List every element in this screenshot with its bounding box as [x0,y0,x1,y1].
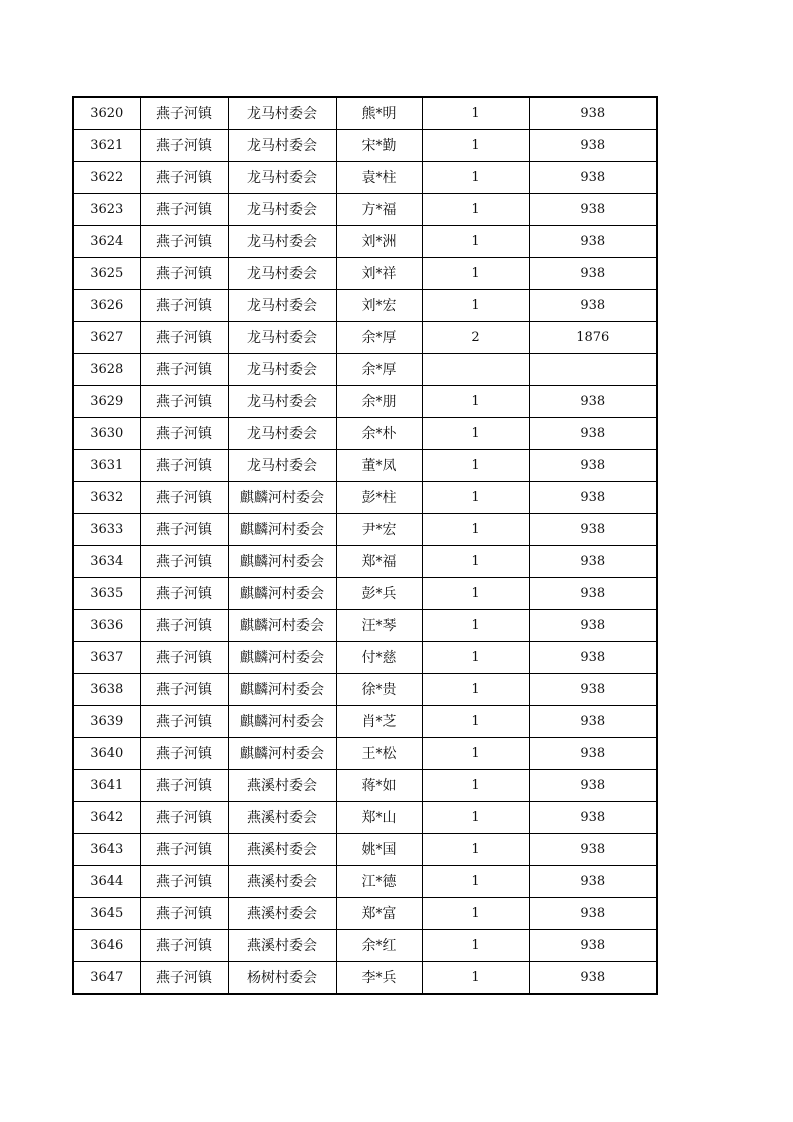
table-row [73,258,657,290]
row-id-cell: 3622 [73,162,140,194]
town-cell: 燕子河镇 [140,354,228,386]
town-cell: 燕子河镇 [140,130,228,162]
village-cell: 麒麟河村委会 [228,482,336,514]
town-cell: 燕子河镇 [140,674,228,706]
town-cell: 燕子河镇 [140,738,228,770]
name-cell: 郑*山 [336,802,422,834]
town-cell: 燕子河镇 [140,610,228,642]
town-cell: 燕子河镇 [140,97,228,130]
row-id-cell: 3625 [73,258,140,290]
name-cell: 刘*祥 [336,258,422,290]
village-cell: 燕溪村委会 [228,898,336,930]
amount-cell: 938 [529,578,657,610]
count-cell: 1 [422,578,529,610]
table-row [73,450,657,482]
amount-cell: 938 [529,610,657,642]
town-cell: 燕子河镇 [140,546,228,578]
town-cell: 燕子河镇 [140,226,228,258]
count-cell: 1 [422,962,529,995]
amount-cell: 938 [529,482,657,514]
town-cell: 燕子河镇 [140,450,228,482]
count-cell: 1 [422,930,529,962]
table-row [73,898,657,930]
name-cell: 徐*贵 [336,674,422,706]
row-id-cell: 3626 [73,290,140,322]
count-cell: 1 [422,418,529,450]
row-id-cell: 3632 [73,482,140,514]
village-cell: 燕溪村委会 [228,930,336,962]
name-cell: 姚*国 [336,834,422,866]
beneficiary-table [72,96,658,995]
amount-cell: 938 [529,226,657,258]
row-id-cell: 3637 [73,642,140,674]
amount-cell: 938 [529,258,657,290]
village-cell: 龙马村委会 [228,97,336,130]
amount-cell: 938 [529,674,657,706]
count-cell: 1 [422,866,529,898]
row-id-cell: 3635 [73,578,140,610]
village-cell: 龙马村委会 [228,418,336,450]
table-row [73,194,657,226]
table-row [73,322,657,354]
amount-cell: 938 [529,290,657,322]
town-cell: 燕子河镇 [140,194,228,226]
amount-cell: 938 [529,194,657,226]
count-cell: 1 [422,546,529,578]
count-cell: 1 [422,514,529,546]
village-cell: 燕溪村委会 [228,834,336,866]
amount-cell: 938 [529,930,657,962]
amount-cell: 938 [529,706,657,738]
amount-cell: 938 [529,834,657,866]
row-id-cell: 3628 [73,354,140,386]
name-cell: 方*福 [336,194,422,226]
row-id-cell: 3645 [73,898,140,930]
table-row [73,418,657,450]
table-row [73,930,657,962]
name-cell: 余*朴 [336,418,422,450]
village-cell: 麒麟河村委会 [228,642,336,674]
table-row [73,546,657,578]
amount-cell: 938 [529,130,657,162]
count-cell: 1 [422,386,529,418]
village-cell: 杨树村委会 [228,962,336,995]
name-cell: 尹*宏 [336,514,422,546]
town-cell: 燕子河镇 [140,322,228,354]
town-cell: 燕子河镇 [140,386,228,418]
town-cell: 燕子河镇 [140,514,228,546]
amount-cell: 1876 [529,322,657,354]
amount-cell: 938 [529,418,657,450]
village-cell: 龙马村委会 [228,226,336,258]
amount-cell: 938 [529,386,657,418]
name-cell: 袁*柱 [336,162,422,194]
count-cell: 1 [422,194,529,226]
village-cell: 麒麟河村委会 [228,578,336,610]
count-cell: 1 [422,450,529,482]
amount-cell: 938 [529,514,657,546]
table-row [73,674,657,706]
town-cell: 燕子河镇 [140,418,228,450]
table-row [73,514,657,546]
village-cell: 燕溪村委会 [228,866,336,898]
count-cell: 1 [422,674,529,706]
amount-cell: 938 [529,450,657,482]
village-cell: 龙马村委会 [228,194,336,226]
village-cell: 燕溪村委会 [228,802,336,834]
name-cell: 蒋*如 [336,770,422,802]
table-row [73,578,657,610]
name-cell: 彭*兵 [336,578,422,610]
count-cell: 1 [422,706,529,738]
row-id-cell: 3634 [73,546,140,578]
town-cell: 燕子河镇 [140,290,228,322]
name-cell: 董*凤 [336,450,422,482]
name-cell: 李*兵 [336,962,422,995]
row-id-cell: 3642 [73,802,140,834]
count-cell: 2 [422,322,529,354]
table-body [73,97,657,994]
name-cell: 肖*芝 [336,706,422,738]
name-cell: 江*德 [336,866,422,898]
row-id-cell: 3646 [73,930,140,962]
count-cell [422,354,529,386]
village-cell: 麒麟河村委会 [228,514,336,546]
amount-cell: 938 [529,546,657,578]
amount-cell: 938 [529,162,657,194]
amount-cell: 938 [529,642,657,674]
count-cell: 1 [422,97,529,130]
row-id-cell: 3644 [73,866,140,898]
amount-cell: 938 [529,738,657,770]
name-cell: 王*松 [336,738,422,770]
village-cell: 龙马村委会 [228,258,336,290]
row-id-cell: 3629 [73,386,140,418]
name-cell: 余*朋 [336,386,422,418]
table-row [73,802,657,834]
count-cell: 1 [422,770,529,802]
count-cell: 1 [422,610,529,642]
table-row [73,642,657,674]
amount-cell: 938 [529,770,657,802]
count-cell: 1 [422,130,529,162]
row-id-cell: 3631 [73,450,140,482]
table-row [73,610,657,642]
count-cell: 1 [422,162,529,194]
name-cell: 郑*福 [336,546,422,578]
count-cell: 1 [422,738,529,770]
row-id-cell: 3640 [73,738,140,770]
count-cell: 1 [422,834,529,866]
name-cell: 熊*明 [336,97,422,130]
village-cell: 龙马村委会 [228,354,336,386]
village-cell: 龙马村委会 [228,322,336,354]
name-cell: 刘*洲 [336,226,422,258]
village-cell: 麒麟河村委会 [228,738,336,770]
table-row [73,162,657,194]
row-id-cell: 3623 [73,194,140,226]
name-cell: 刘*宏 [336,290,422,322]
name-cell: 彭*柱 [336,482,422,514]
table-row [73,738,657,770]
table-row [73,770,657,802]
village-cell: 龙马村委会 [228,450,336,482]
village-cell: 龙马村委会 [228,386,336,418]
amount-cell: 938 [529,866,657,898]
town-cell: 燕子河镇 [140,834,228,866]
table-row [73,290,657,322]
row-id-cell: 3638 [73,674,140,706]
count-cell: 1 [422,482,529,514]
table-row [73,354,657,386]
row-id-cell: 3621 [73,130,140,162]
count-cell: 1 [422,898,529,930]
town-cell: 燕子河镇 [140,706,228,738]
village-cell: 麒麟河村委会 [228,674,336,706]
town-cell: 燕子河镇 [140,482,228,514]
amount-cell [529,354,657,386]
village-cell: 麒麟河村委会 [228,546,336,578]
name-cell: 汪*琴 [336,610,422,642]
name-cell: 宋*勤 [336,130,422,162]
amount-cell: 938 [529,802,657,834]
table-row [73,834,657,866]
amount-cell: 938 [529,898,657,930]
town-cell: 燕子河镇 [140,578,228,610]
table-row [73,706,657,738]
row-id-cell: 3636 [73,610,140,642]
village-cell: 龙马村委会 [228,130,336,162]
count-cell: 1 [422,802,529,834]
town-cell: 燕子河镇 [140,802,228,834]
amount-cell: 938 [529,97,657,130]
town-cell: 燕子河镇 [140,770,228,802]
town-cell: 燕子河镇 [140,866,228,898]
amount-cell: 938 [529,962,657,995]
count-cell: 1 [422,642,529,674]
town-cell: 燕子河镇 [140,162,228,194]
count-cell: 1 [422,290,529,322]
village-cell: 麒麟河村委会 [228,610,336,642]
table-row [73,482,657,514]
table-row [73,97,657,130]
row-id-cell: 3643 [73,834,140,866]
table-row [73,226,657,258]
row-id-cell: 3630 [73,418,140,450]
village-cell: 龙马村委会 [228,290,336,322]
name-cell: 余*红 [336,930,422,962]
name-cell: 余*厚 [336,322,422,354]
table-row [73,866,657,898]
table-row [73,386,657,418]
table-row [73,130,657,162]
row-id-cell: 3647 [73,962,140,995]
row-id-cell: 3639 [73,706,140,738]
table-row [73,962,657,995]
row-id-cell: 3633 [73,514,140,546]
row-id-cell: 3620 [73,97,140,130]
town-cell: 燕子河镇 [140,642,228,674]
name-cell: 余*厚 [336,354,422,386]
town-cell: 燕子河镇 [140,898,228,930]
name-cell: 付*慈 [336,642,422,674]
count-cell: 1 [422,226,529,258]
town-cell: 燕子河镇 [140,962,228,995]
town-cell: 燕子河镇 [140,930,228,962]
town-cell: 燕子河镇 [140,258,228,290]
name-cell: 郑*富 [336,898,422,930]
row-id-cell: 3641 [73,770,140,802]
row-id-cell: 3627 [73,322,140,354]
village-cell: 燕溪村委会 [228,770,336,802]
count-cell: 1 [422,258,529,290]
row-id-cell: 3624 [73,226,140,258]
village-cell: 麒麟河村委会 [228,706,336,738]
village-cell: 龙马村委会 [228,162,336,194]
